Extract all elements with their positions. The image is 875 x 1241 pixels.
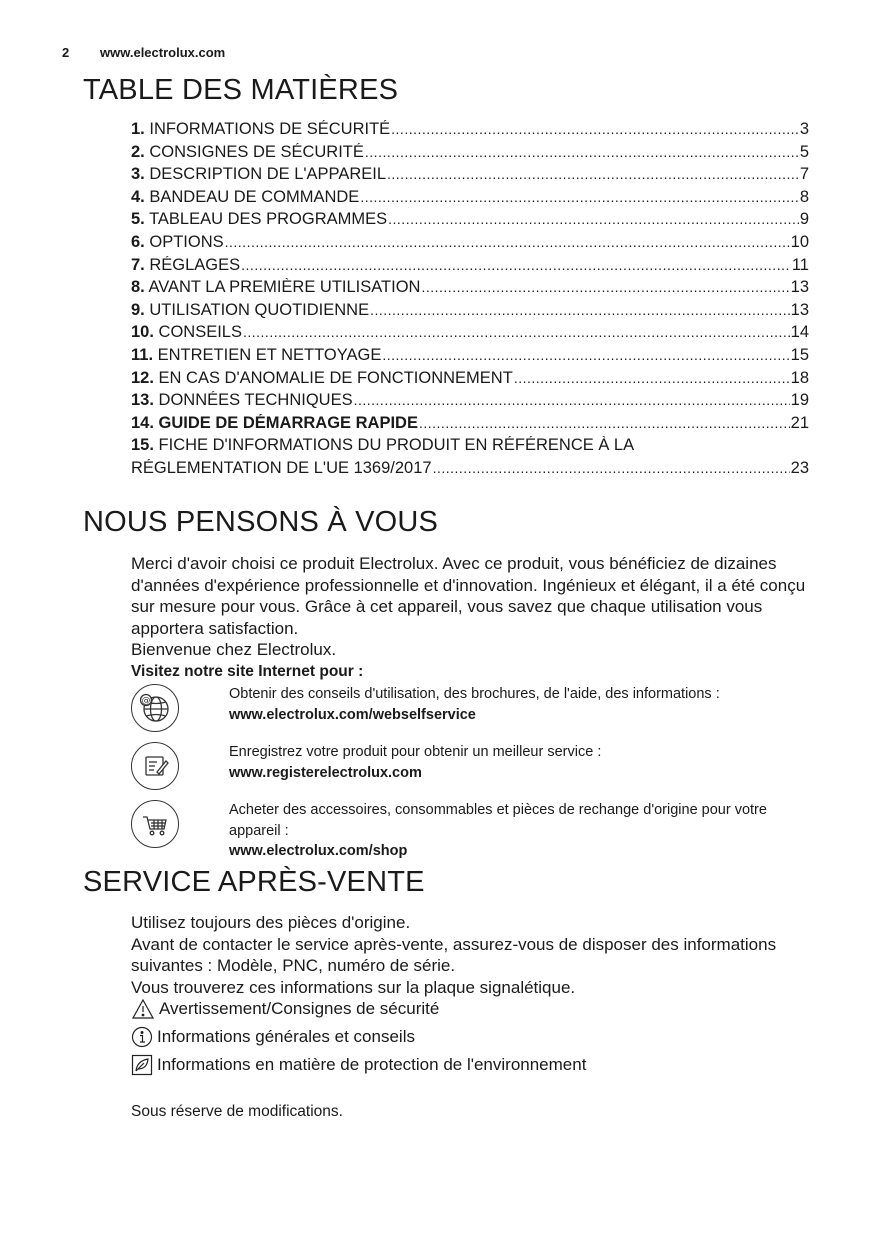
globe-at-icon: [131, 684, 179, 732]
legend-text: Avertissement/Consignes de sécurité: [159, 999, 440, 1018]
toc-title: TABLE DES MATIÈRES: [83, 74, 399, 106]
toc-item[interactable]: 6. OPTIONS ..... 10: [131, 233, 809, 256]
welcome-text: Bienvenue chez Electrolux.: [131, 640, 337, 659]
thinking-paragraph: Merci d'avoir choisi ce produit Electrolux. Avec ce produit, vous bénéficiez de dizaines d'années d'expérience professionnelle et d'innovation. Ingénieux et élégant, il a été conçu sur mesure pour vous. Grâce à cet appareil, vous savez que chaque utilisation vous apportera satisfaction.: [131, 554, 806, 638]
legend-item-info: [131, 1026, 415, 1048]
thinking-title: NOUS PENSONS À VOUS: [83, 506, 439, 538]
shopping-cart-icon: [131, 800, 179, 848]
page-header: [62, 45, 225, 60]
toc-item[interactable]: 1. INFORMATIONS DE SÉCURITÉ ..... 3: [131, 120, 809, 143]
toc-item[interactable]: 7. RÉGLAGES ..... 11: [131, 256, 809, 279]
toc-item[interactable]: 9. UTILISATION QUOTIDIENNE ..... 13: [131, 301, 809, 324]
service-line: Utilisez toujours des pièces d'origine.: [131, 913, 411, 932]
page-number: 2: [62, 45, 70, 60]
legend-item-environment: [131, 1054, 586, 1076]
url-link[interactable]: www.electrolux.com/webselfservice: [229, 706, 476, 723]
toc-item[interactable]: 12. EN CAS D'ANOMALIE DE FONCTIONNEMENT ..... 18: [131, 369, 809, 392]
visit-text: Enregistrez votre produit pour obtenir un meilleur service :: [229, 744, 602, 760]
toc-item[interactable]: 4. BANDEAU DE COMMANDE ..... 8: [131, 188, 809, 211]
service-title: SERVICE APRÈS-VENTE: [83, 866, 425, 898]
legend-text: Informations en matière de protection de l'environnement: [157, 1055, 587, 1074]
url-link[interactable]: www.registerelectrolux.com: [229, 764, 422, 781]
legend-text: Informations générales et conseils: [157, 1027, 415, 1046]
service-line: Avant de contacter le service après-vente, assurez-vous de disposer des informations suivantes : Modèle, PNC, numéro de série.: [131, 934, 777, 975]
site-link[interactable]: www.electrolux.com: [100, 45, 226, 60]
toc-item[interactable]: 14. GUIDE DE DÉMARRAGE RAPIDE ..... 21: [131, 414, 809, 437]
service-body: [131, 912, 811, 998]
modification-note: Sous réserve de modifications.: [131, 1103, 343, 1120]
visit-label: Visitez notre site Internet pour :: [131, 662, 364, 680]
table-of-contents: [131, 120, 809, 482]
visit-text: Obtenir des conseils d'utilisation, des brochures, de l'aide, des informations :: [229, 686, 720, 702]
toc-item[interactable]: 10. CONSEILS ..... 14: [131, 323, 809, 346]
info-icon: [131, 1026, 153, 1048]
visit-link-register: [131, 742, 811, 790]
toc-item[interactable]: 11. ENTRETIEN ET NETTOYAGE ..... 15: [131, 346, 809, 369]
toc-item[interactable]: 2. CONSIGNES DE SÉCURITÉ ..... 5: [131, 143, 809, 166]
toc-item[interactable]: 8. AVANT LA PREMIÈRE UTILISATION ..... 13: [131, 278, 809, 301]
toc-item-15-line1[interactable]: 15. FICHE D'INFORMATIONS DU PRODUIT EN RÉFÉRENCE À LA: [131, 436, 635, 455]
visit-link-shop: [131, 800, 811, 859]
url-link[interactable]: www.electrolux.com/shop: [229, 843, 408, 859]
toc-item-15-line2[interactable]: RÉGLEMENTATION DE L'UE 1369/2017 ..... 23: [131, 459, 809, 482]
thinking-body: [131, 553, 811, 682]
register-pen-icon: [131, 742, 179, 790]
toc-item[interactable]: 13. DONNÉES TECHNIQUES ..... 19: [131, 391, 809, 414]
visit-link-webselfservice: [131, 684, 811, 732]
visit-text: Acheter des accessoires, consommables et pièces de rechange d'origine pour votre appareil :: [229, 802, 767, 839]
legend-item-warning: [131, 998, 439, 1020]
service-line: Vous trouverez ces informations sur la plaque signalétique.: [131, 977, 576, 997]
toc-item[interactable]: 3. DESCRIPTION DE L'APPAREIL ..... 7: [131, 165, 809, 188]
warning-triangle-icon: [131, 998, 155, 1020]
svg-text:@: @: [141, 696, 151, 706]
toc-item[interactable]: 5. TABLEAU DES PROGRAMMES ..... 9: [131, 210, 809, 233]
environment-leaf-icon: [131, 1054, 153, 1076]
